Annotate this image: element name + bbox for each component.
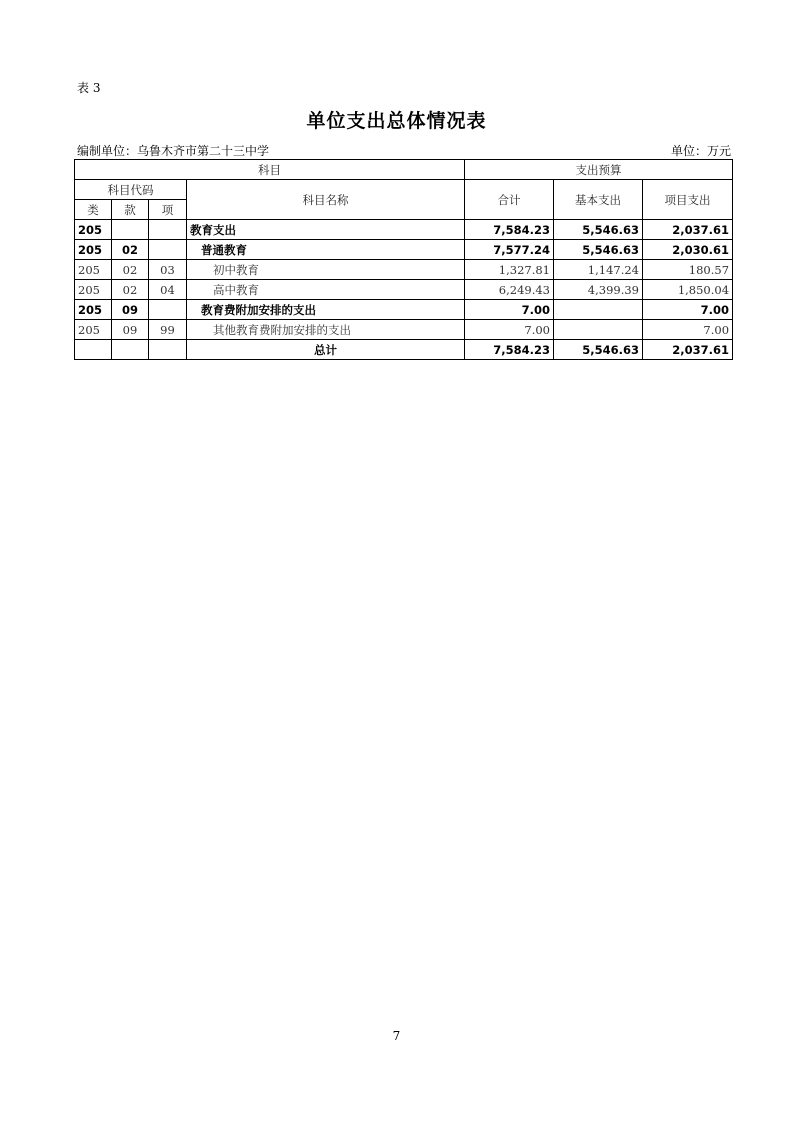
page-number: 7 [392,1029,401,1043]
project-cell: 1,850.04 [643,280,733,300]
summary-basic: 5,546.63 [554,340,643,360]
table-row [75,300,733,320]
basic-header: 基本支出 [554,180,643,220]
summary-label: 总计 [187,340,465,360]
kuan-cell: 09 [112,320,149,340]
total-cell: 7,577.24 [465,240,554,260]
name-cell: 普通教育 [187,240,465,260]
name-cell: 高中教育 [187,280,465,300]
project-cell: 7.00 [643,320,733,340]
lei-cell: 205 [75,300,112,320]
header-row-2 [75,180,733,200]
table-row [75,280,733,300]
basic-cell: 4,399.39 [554,280,643,300]
lei-cell: 205 [75,260,112,280]
table-number: 表 3 [77,81,101,95]
table-row [75,220,733,240]
lei-cell: 205 [75,220,112,240]
summary-total: 7,584.23 [465,340,554,360]
table-row [75,240,733,260]
empty-cell [112,340,149,360]
kuan-cell: 02 [112,280,149,300]
xiang-cell: 99 [149,320,187,340]
compiling-unit: 编制单位：乌鲁木齐市第二十三中学 [77,144,270,158]
xiang-cell [149,300,187,320]
total-header: 合计 [465,180,554,220]
kuan-cell [112,220,149,240]
kuan-cell: 02 [112,240,149,260]
project-cell: 2,030.61 [643,240,733,260]
project-header: 项目支出 [643,180,733,220]
lei-cell: 205 [75,280,112,300]
basic-cell: 5,546.63 [554,240,643,260]
name-cell: 初中教育 [187,260,465,280]
subject-header: 科目 [75,160,465,180]
kuan-cell: 09 [112,300,149,320]
basic-cell [554,300,643,320]
table-row [75,320,733,340]
kuan-header: 款 [112,200,149,220]
xiang-cell: 04 [149,280,187,300]
name-cell: 其他教育费附加安排的支出 [187,320,465,340]
project-cell: 2,037.61 [643,220,733,240]
expenditure-table [74,159,733,360]
empty-cell [149,340,187,360]
total-cell: 7.00 [465,300,554,320]
xiang-cell [149,220,187,240]
name-cell: 教育费附加安排的支出 [187,300,465,320]
budget-header: 支出预算 [465,160,733,180]
summary-row [75,340,733,360]
subject-name-header: 科目名称 [187,180,465,220]
total-cell: 1,327.81 [465,260,554,280]
project-cell: 7.00 [643,300,733,320]
subject-code-header: 科目代码 [75,180,187,200]
xiang-header: 项 [149,200,187,220]
project-cell: 180.57 [643,260,733,280]
basic-cell: 5,546.63 [554,220,643,240]
name-cell: 教育支出 [187,220,465,240]
kuan-cell: 02 [112,260,149,280]
xiang-cell [149,240,187,260]
lei-header: 类 [75,200,112,220]
total-cell: 6,249.43 [465,280,554,300]
currency-unit: 单位：万元 [670,144,731,158]
page-title: 单位支出总体情况表 [306,110,487,132]
xiang-cell: 03 [149,260,187,280]
basic-cell [554,320,643,340]
lei-cell: 205 [75,320,112,340]
empty-cell [75,340,112,360]
meta-row [77,142,731,159]
summary-project: 2,037.61 [643,340,733,360]
basic-cell: 1,147.24 [554,260,643,280]
header-row-1 [75,160,733,180]
table-row [75,260,733,280]
total-cell: 7,584.23 [465,220,554,240]
total-cell: 7.00 [465,320,554,340]
lei-cell: 205 [75,240,112,260]
